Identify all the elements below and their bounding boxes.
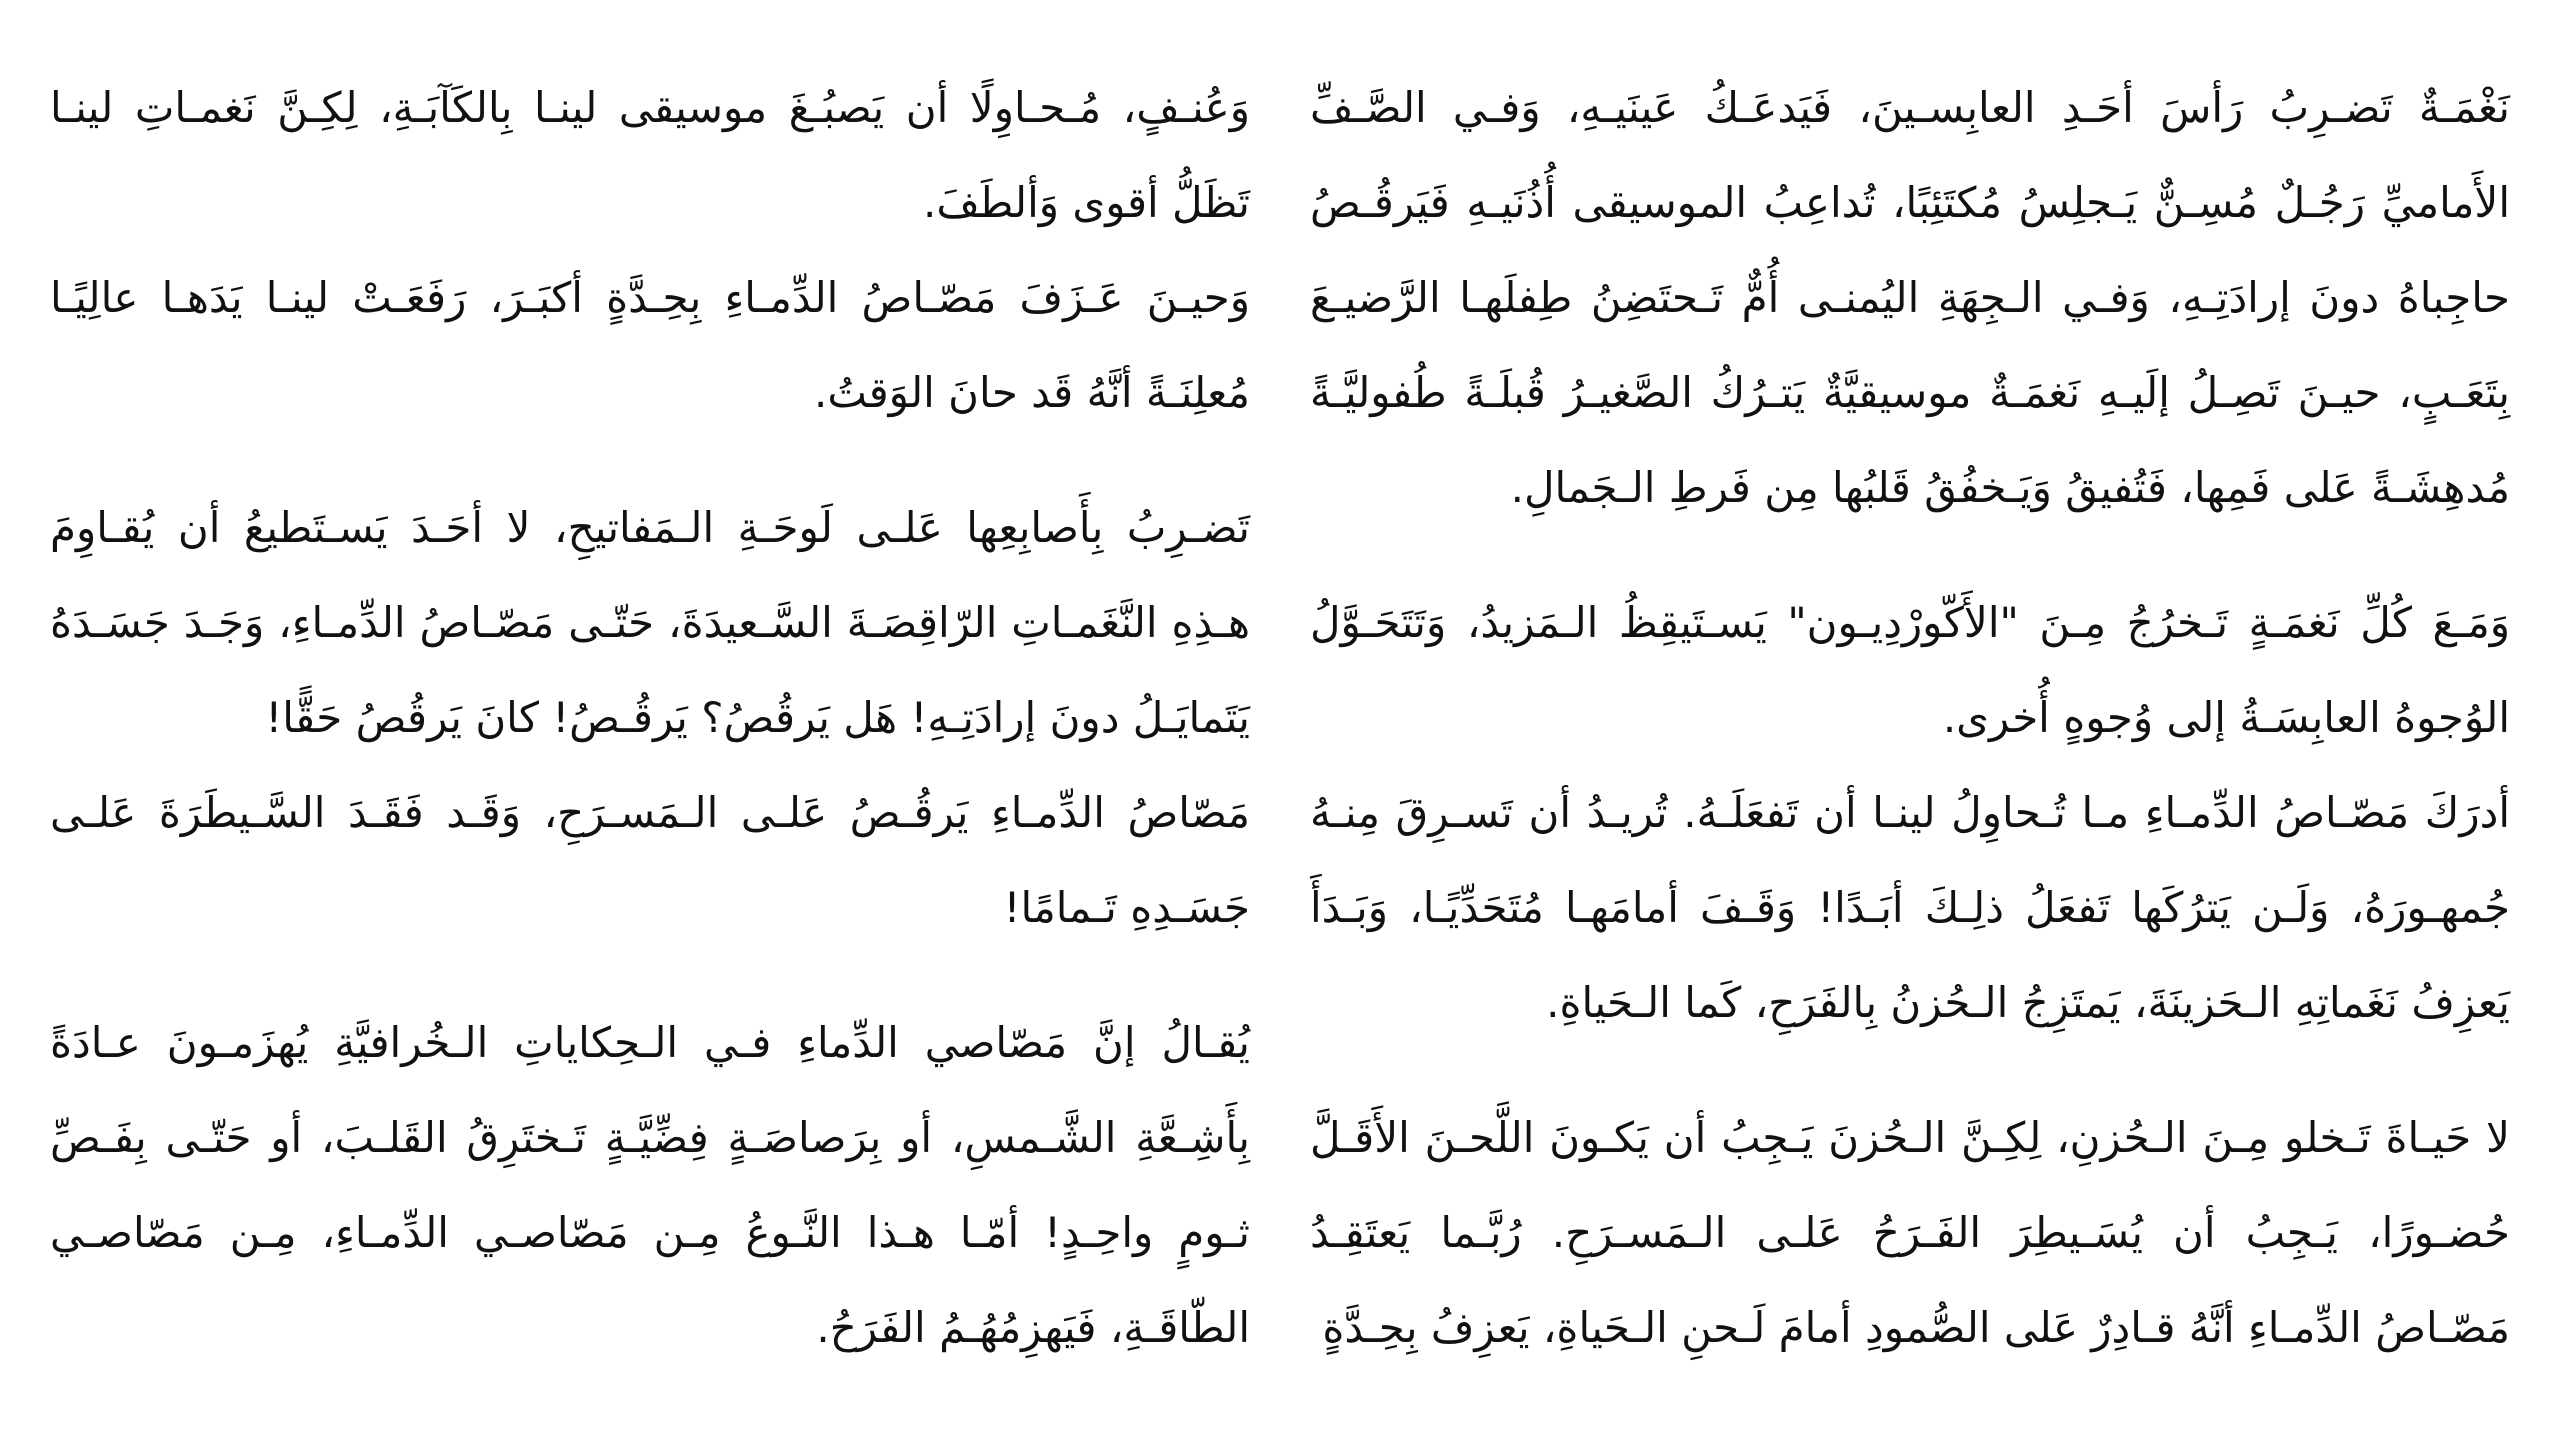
paragraph-left-4: مَصّاصُ الدِّمـاءِ يَرقُـصُ عَلـى الـمَسـرَحِ، وَقَـد فَقَـدَ السَّـيطَرَةَ عَلـى جَسَـدِهِ تَـمامًا!	[50, 788, 1250, 932]
paragraph-left-5: يُقـالُ إنَّ مَصّاصي الدِّماءِ فـي الـحِكاياتِ الـخُرافيَّةِ يُهزَمـونَ عـادَةً بِأَشِـعَّةِ الشَّـمسِ، أو بِرَصاصَـةٍ فِضِّيَّـةٍ تَـختَرِقُ القَلـبَ، أو حَتّـى بِفَـصِّ ثـومٍ واحِـدٍ! أمّـا هـذا النَّـوعُ مِـن مَصّاصـي الدِّمـاءِ، مِـن مَصّاصـي الطّاقَـةِ، فَيَهزِمُهُـمُ الفَرَحُ.	[50, 1018, 1250, 1352]
paragraph-left-3: تَضـرِبُ بِأَصابِعِها عَلـى لَوحَـةِ الـمَفاتيحِ، لا أحَـدَ يَسـتَطيعُ أن يُقـاوِمَ هـذِهِ النَّغَمـاتِ الرّاقِصَـةَ السَّـعيدَةَ، حَتّـى مَصّـاصُ الدِّمـاءِ، وَجَـدَ جَسَـدَهُ يَتَمايَـلُ دونَ إرادَتِـهِ! هَل يَرقُصُ؟ يَرقُـصُ! كانَ يَرقُصُ حَقًّا!	[50, 503, 1250, 742]
paragraph-left-2: وَحيـنَ عَـزَفَ مَصّـاصُ الدِّمـاءِ بِحِـدَّةٍ أكبَـرَ، رَفَعَـتْ لينـا يَدَهـا عالِيًـا مُعلِنَـةً أنَّهُ قَد حانَ الوَقتُ.	[50, 273, 1250, 417]
paragraph-left-1: وَعُنـفٍ، مُـحـاوِلًا أن يَصبُـغَ موسيقى لينـا بِالكَآبَـةِ، لِكِـنَّ نَغمـاتِ لينـا تَظَلُّ أقوى وَألطَفَ.	[50, 83, 1250, 227]
right-page-column	[1310, 60, 2510, 1375]
paragraph-right-1: نَغْمَـةٌ تَضـرِبُ رَأسَ أحَـدِ العابِسـينَ، فَيَدعَـكُ عَينَيـهِ، وَفـي الصَّـفِّ الأَماميِّ رَجُـلٌ مُسِـنٌّ يَـجلِسُ مُكتَئِبًا، تُداعِبُ الموسيقى أُذُنَيـهِ فَيَرقُـصُ حاجِباهُ دونَ إرادَتِـهِ، وَفـي الـجِهَةِ اليُمنـى أُمٌّ تَـحتَضِنُ طِفلَهـا الرَّضيـعَ بِتَعَـبٍ، حيـنَ تَصِـلُ إلَيـهِ نَغمَـةٌ موسيقيَّةٌ يَتـرُكُ الصَّغيـرُ قُبلَـةً طُفوليَّـةً مُدهِشَـةً عَلى فَمِها، فَتُفيقُ وَيَـخفُقُ قَلبُها مِن فَرطِ الـجَمالِ.	[1310, 83, 2510, 512]
left-page-column	[50, 60, 1250, 1375]
paragraph-right-3: أدرَكَ مَصّـاصُ الدِّمـاءِ مـا تُـحاوِلُ لينـا أن تَفعَلَـهُ. تُريـدُ أن تَسـرِقَ مِنـهُ جُمهـورَهُ، وَلَـن يَترُكَها تَفعَلُ ذلِـكَ أبَـدًا! وَقَـفَ أمامَهـا مُتَحَدِّيًـا، وَبَـدَأَ يَعزِفُ نَغَماتِهِ الـحَزينَةَ، يَمتَزِجُ الـحُزنُ بِالفَرَحِ، كَما الـحَياةِ.	[1310, 788, 2510, 1027]
paragraph-right-4: لا حَيـاةَ تَـخلو مِـنَ الـحُزنِ، لِكِـنَّ الـحُزنَ يَـجِبُ أن يَكـونَ اللَّحـنَ الأَقَـلَّ حُضـورًا، يَـجِبُ أن يُسَـيطِرَ الفَـرَحُ عَلـى الـمَسـرَحِ. رُبَّـما يَعتَقِـدُ مَصّـاصُ الدِّمـاءِ أنَّهُ قـادِرٌ عَلى الصُّمودِ أمامَ لَـحنِ الـحَياةِ، يَعزِفُ بِحِـدَّةٍ	[1310, 1113, 2510, 1352]
paragraph-right-2: وَمَـعَ كُلِّ نَغمَـةٍ تَـخرُجُ مِـنَ "الأَكّورْدِيـون" يَسـتَيقِظُ الـمَزيدُ، وَتَتَحَـوَّلُ الوُجوهُ العابِسَـةُ إلى وُجوهٍ أُخرى.	[1310, 598, 2510, 742]
